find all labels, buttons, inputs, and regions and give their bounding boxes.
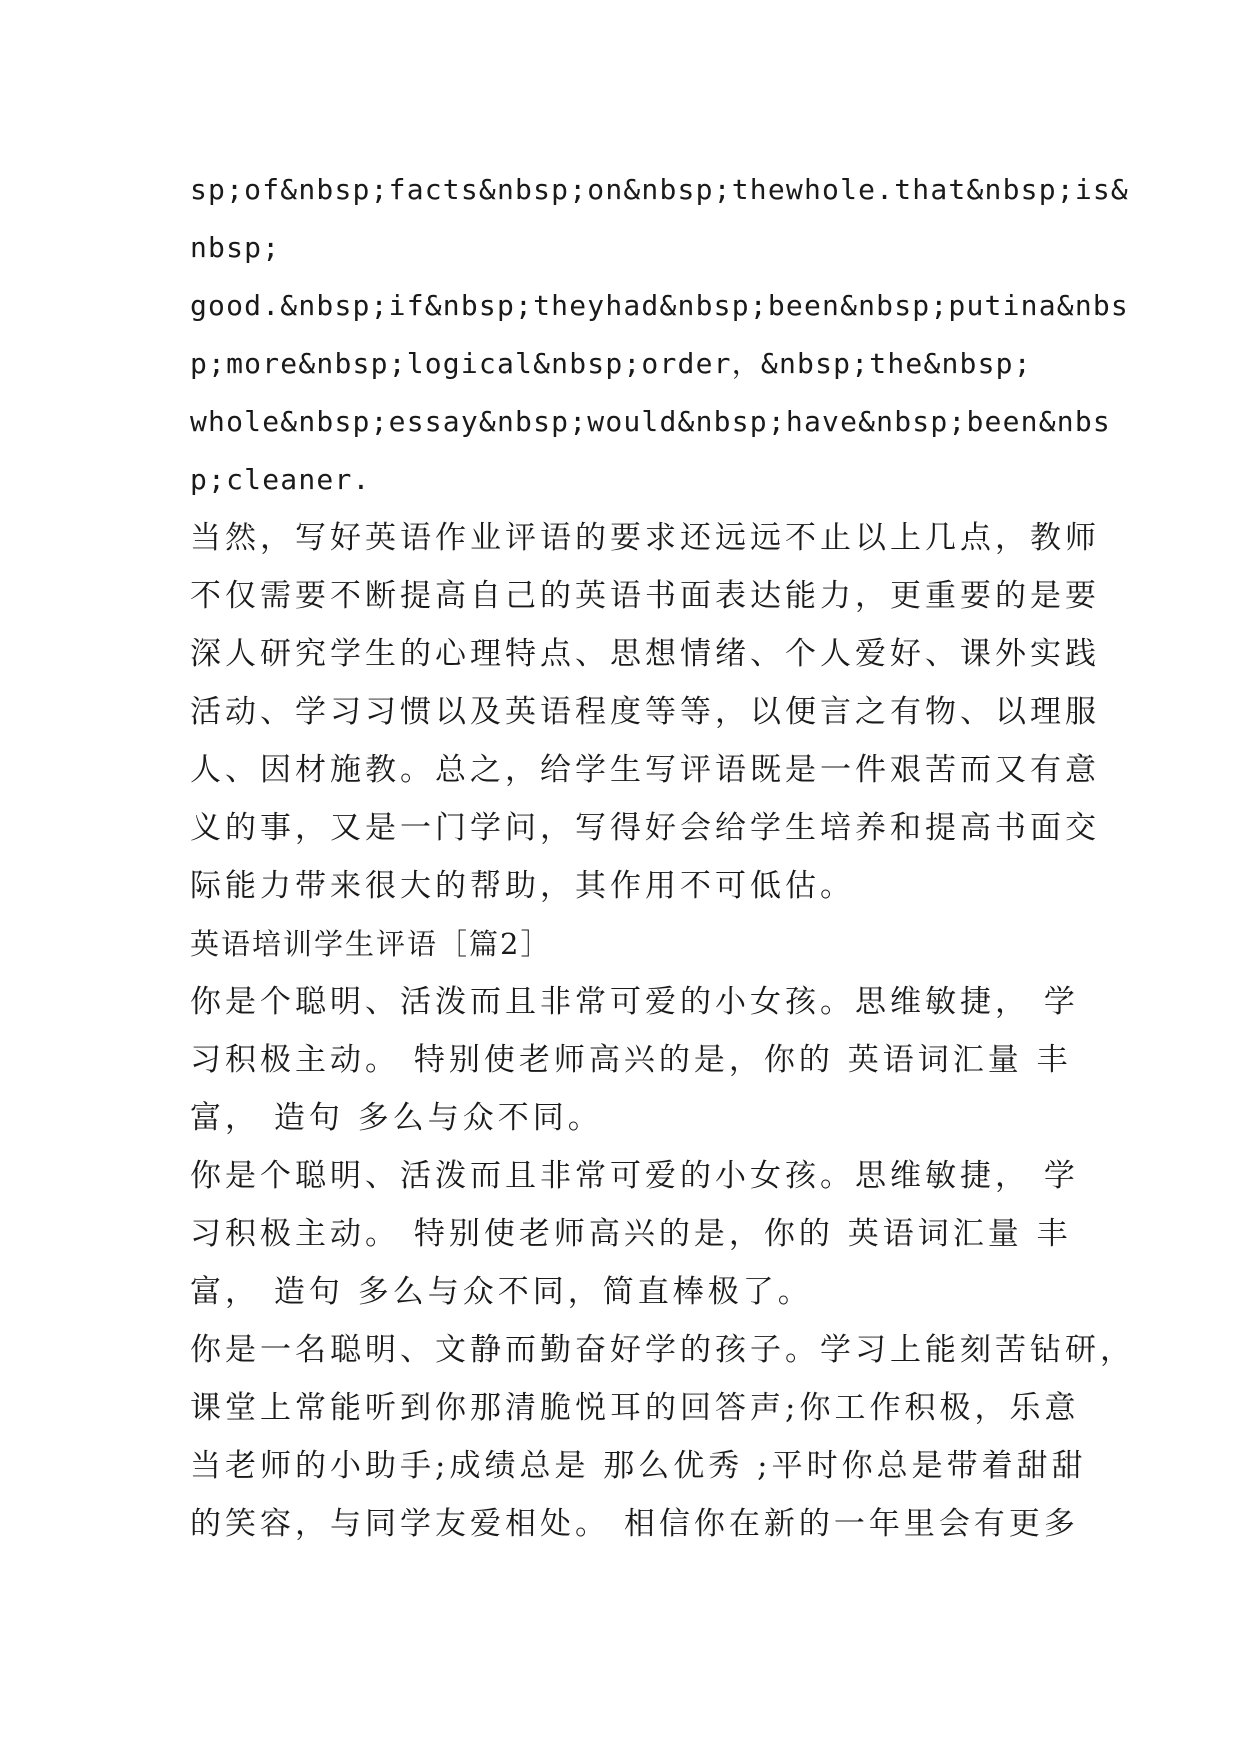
paragraph-line: 习积极主动。 特别使老师高兴的是，你的 英语词汇量 丰 <box>190 1216 1072 1252</box>
document-body <box>190 161 1135 1553</box>
section-heading: 英语培训学生评语［篇2］ <box>190 927 552 961</box>
paragraph-line: 富， 造句 多么与众不同。 <box>190 1100 603 1136</box>
paragraph-line: 当然，写好英语作业评语的要求还远远不止以上几点，教师 <box>190 520 1100 556</box>
paragraph-line: 你是一名聪明、文静而勤奋好学的孩子。学习上能刻苦钻研， <box>190 1332 1135 1368</box>
paragraph-line: 活动、学习习惯以及英语程度等等，以便言之有物、以理服 <box>190 694 1100 730</box>
paragraph-line: 的笑容，与同学友爱相处。 相信你在新的一年里会有更多 <box>190 1506 1079 1542</box>
paragraph-line: 你是个聪明、活泼而且非常可爱的小女孩。思维敏捷， 学 <box>190 984 1079 1020</box>
text-line: p;cleaner. <box>190 463 371 496</box>
paragraph-line: 你是个聪明、活泼而且非常可爱的小女孩。思维敏捷， 学 <box>190 1158 1079 1194</box>
paragraph-line: 当老师的小助手;成绩总是 那么优秀 ;平时你总是带着甜甜 <box>190 1448 1087 1484</box>
text-line: good.&nbsp;if&nbsp;theyhad&nbsp;been&nbsp;putina&nbs <box>190 289 1129 322</box>
paragraph-line: 义的事，又是一门学问，写得好会给学生培养和提高书面交 <box>190 810 1100 846</box>
paragraph-line: 不仅需要不断提高自己的英语书面表达能力，更重要的是要 <box>190 578 1100 614</box>
paragraph-line: 富， 造句 多么与众不同，简直棒极了。 <box>190 1274 813 1310</box>
paragraph-line: 际能力带来很大的帮助，其作用不可低估。 <box>190 868 855 904</box>
text-line: whole&nbsp;essay&nbsp;would&nbsp;have&nbsp;been&nbs <box>190 405 1111 438</box>
text-line: nbsp; <box>190 231 281 264</box>
paragraph-line: 人、因材施教。总之，给学生写评语既是一件艰苦而又有意 <box>190 752 1100 788</box>
paragraph-line: 课堂上常能听到你那清脆悦耳的回答声;你工作积极，乐意 <box>190 1390 1080 1426</box>
text-line: p;more&nbsp;logical&nbsp;order，&nbsp;the&nbsp; <box>190 347 1032 380</box>
text-line: sp;of&nbsp;facts&nbsp;on&nbsp;thewhole.that&nbsp;is& <box>190 173 1129 206</box>
paragraph-line: 深人研究学生的心理特点、思想情绪、个人爱好、课外实践 <box>190 636 1100 672</box>
paragraph-line: 习积极主动。 特别使老师高兴的是，你的 英语词汇量 丰 <box>190 1042 1072 1078</box>
